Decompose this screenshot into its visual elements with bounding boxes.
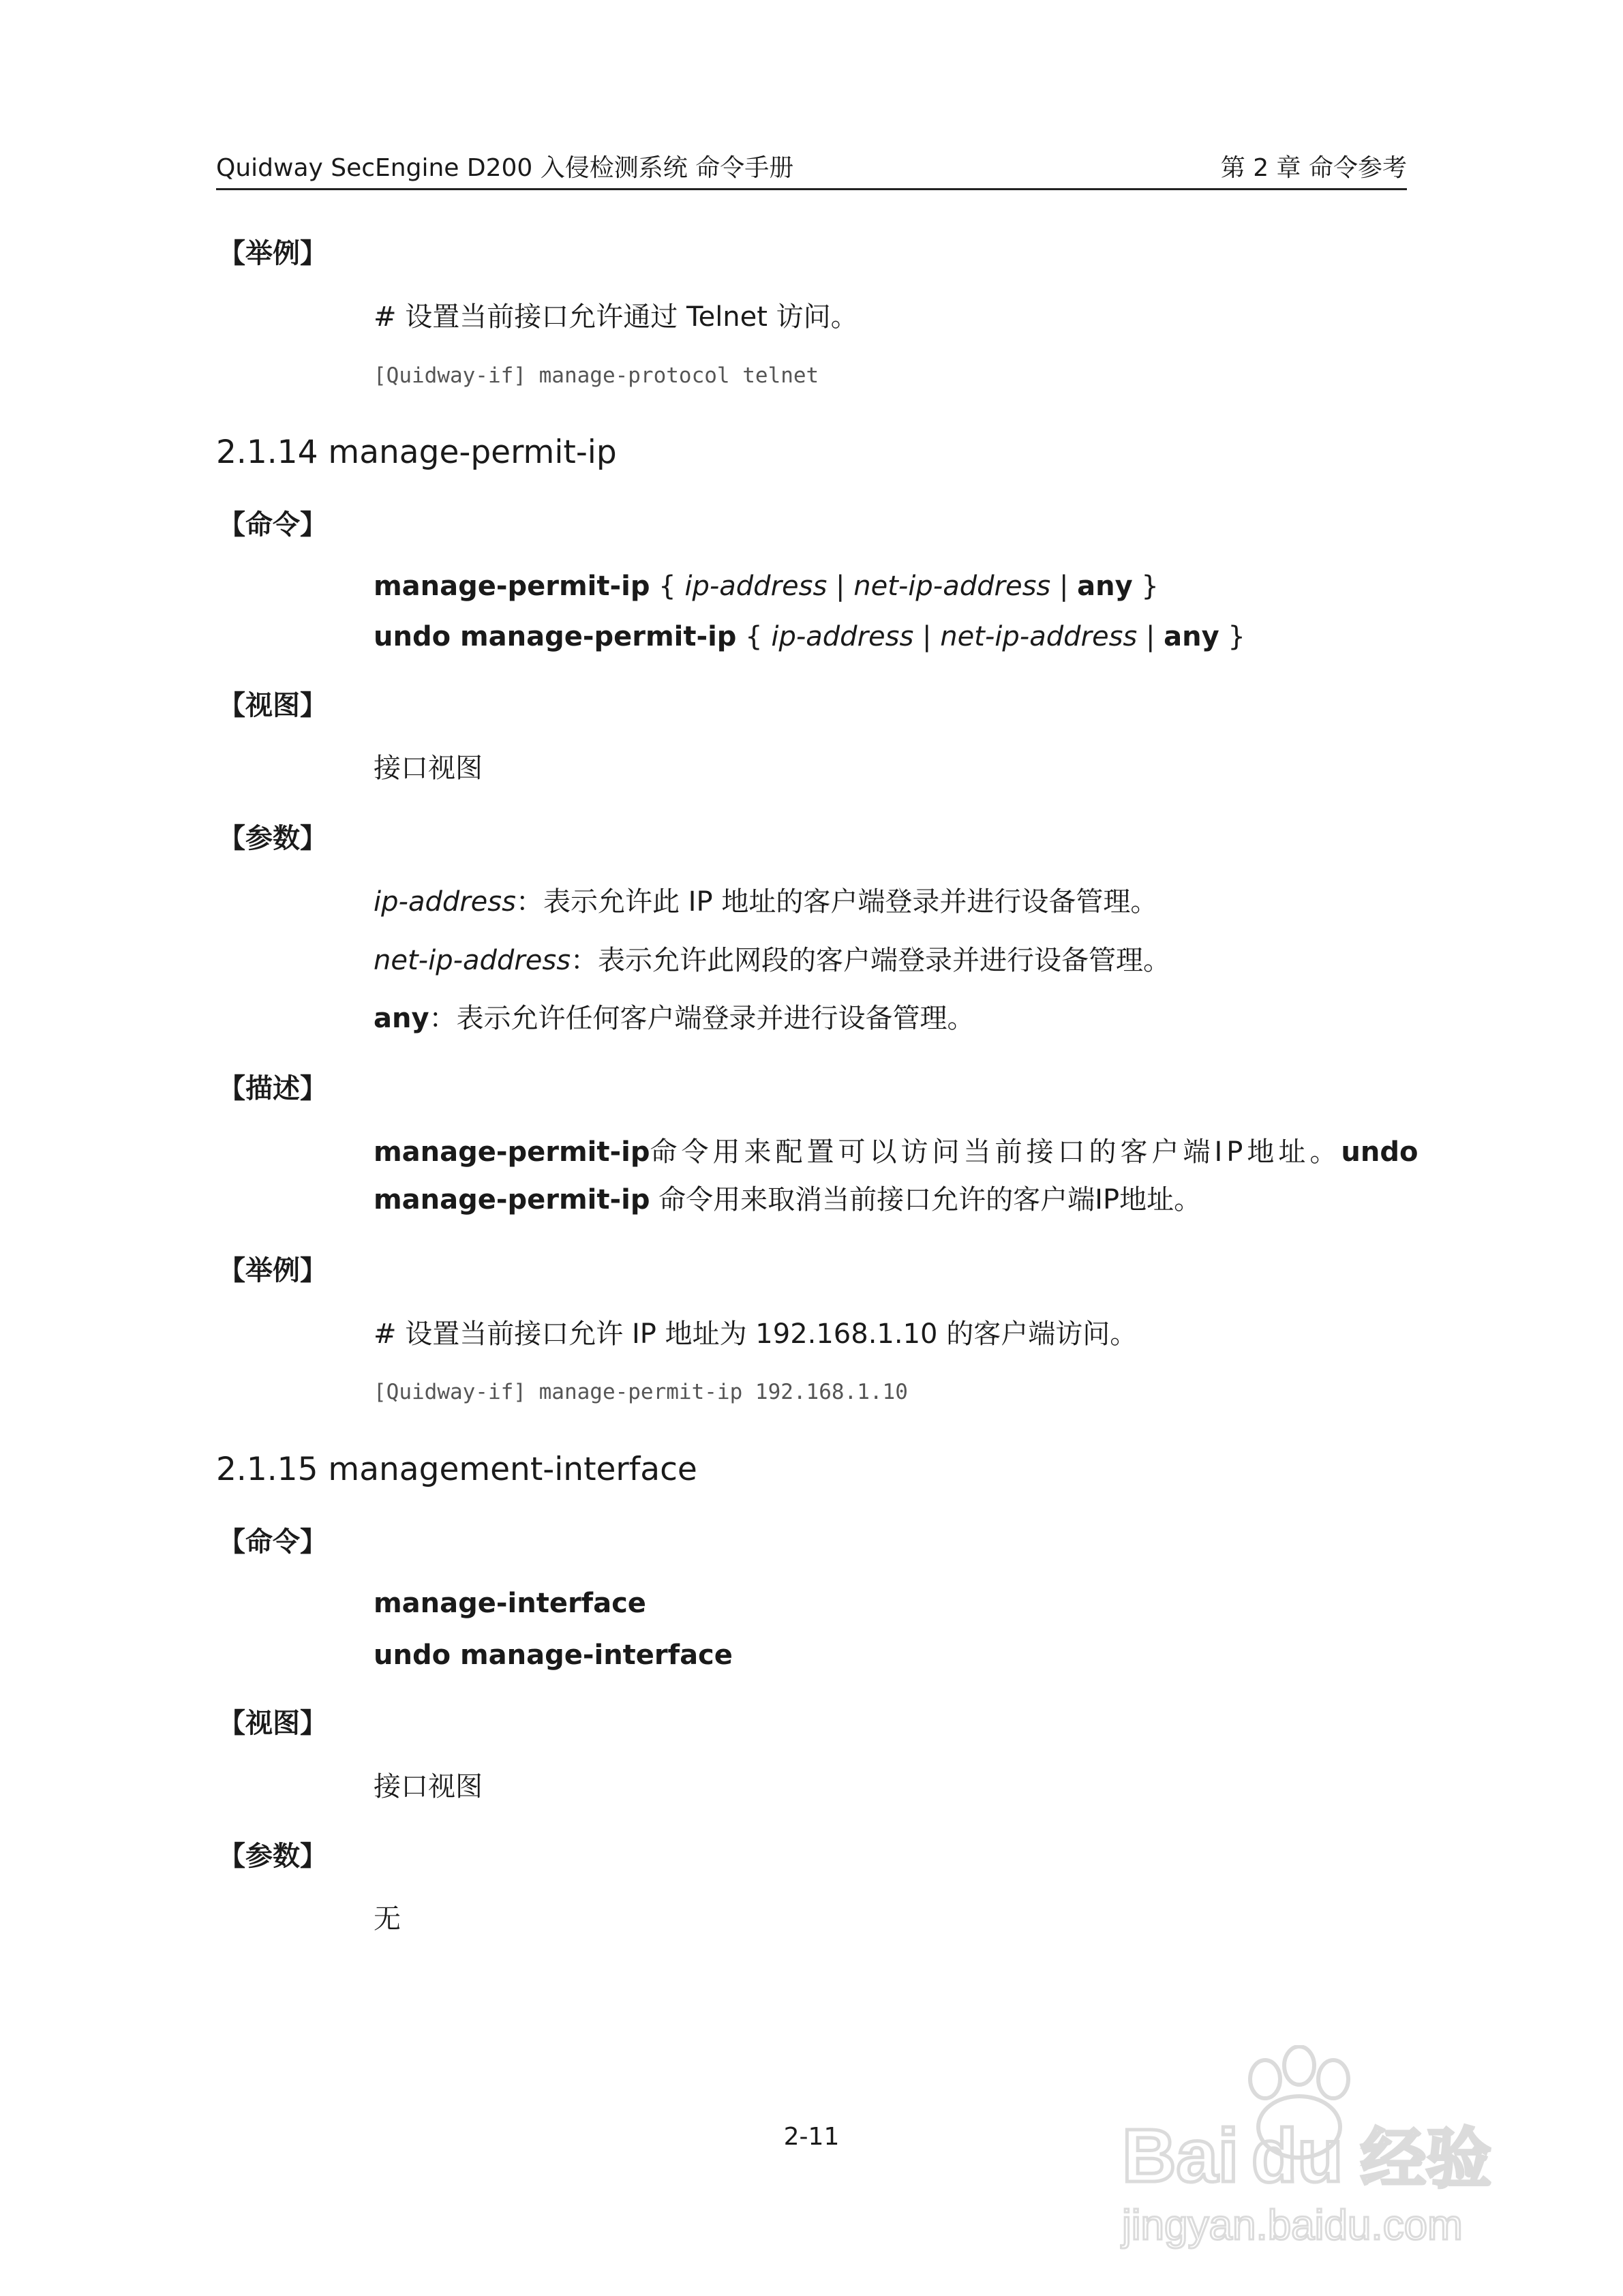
- command-line: manage-interface: [374, 1588, 646, 1619]
- param-name: any: [374, 1003, 429, 1034]
- sep: |: [827, 571, 854, 602]
- command-tag: 【命令】: [218, 1526, 327, 1558]
- desc-keyword: undo manage-permit-ip: [374, 1136, 1419, 1215]
- arg: net-ip-address: [853, 571, 1051, 602]
- desc-sentence: 命令用来配置可以访问当前接口的客户端IP地址。: [650, 1136, 1341, 1168]
- baidu-watermark-logo: [1095, 2045, 1531, 2250]
- desc-text: [374, 1128, 1419, 1224]
- example-code: [Quidway-if] manage-protocol telnet: [374, 363, 819, 388]
- undo-command-line: undo manage-interface: [374, 1640, 733, 1671]
- sep: |: [913, 621, 941, 652]
- desc-tag: 【描述】: [218, 1073, 327, 1104]
- arg: ip-address: [771, 621, 914, 652]
- param-name: ip-address: [374, 886, 516, 918]
- command-keyword: manage-permit-ip: [374, 571, 650, 602]
- brace: }: [1132, 571, 1159, 602]
- arg: net-ip-address: [940, 621, 1138, 652]
- param-desc: ：表示允许此网段的客户端登录并进行设备管理。: [571, 945, 1171, 976]
- section-title: 2.1.15 management-interface: [216, 1451, 697, 1488]
- view-text: 接口视图: [374, 753, 483, 784]
- example-tag: 【举例】: [218, 1255, 327, 1286]
- param-desc: ：表示允许此 IP 地址的客户端登录并进行设备管理。: [515, 886, 1158, 918]
- command-line: [374, 567, 1159, 605]
- example-tag: 【举例】: [218, 238, 327, 269]
- params-tag: 【参数】: [218, 1841, 327, 1872]
- watermark-url-text: jingyan.baidu.com: [1122, 2202, 1463, 2249]
- header-chapter: 第 2 章 命令参考: [1220, 154, 1407, 182]
- params-text: 无: [374, 1903, 401, 1935]
- svg-text:du: du: [1252, 2114, 1344, 2198]
- undo-command-line: [374, 618, 1245, 656]
- command-keyword: undo manage-permit-ip: [374, 621, 737, 652]
- desc-sentence: 命令用来取消当前接口允许的客户端IP地址。: [650, 1184, 1202, 1215]
- brace: {: [736, 621, 772, 652]
- page-number: 2-11: [783, 2123, 840, 2151]
- view-tag: 【视图】: [218, 1708, 327, 1739]
- param-line: [374, 999, 975, 1038]
- header-rule: [216, 188, 1407, 190]
- section-title: 2.1.14 manage-permit-ip: [216, 434, 617, 471]
- param-line: [374, 941, 1170, 980]
- param-line: [374, 883, 1157, 921]
- arg: any: [1164, 621, 1219, 652]
- params-tag: 【参数】: [218, 823, 327, 854]
- header-title: Quidway SecEngine D200 入侵检测系统 命令手册: [216, 154, 794, 182]
- watermark-brand-text: Bai: [1122, 2114, 1239, 2198]
- view-tag: 【视图】: [218, 690, 327, 721]
- svg-text:经验: 经验: [1361, 2121, 1491, 2197]
- desc-keyword: manage-permit-ip: [374, 1136, 650, 1168]
- param-name: net-ip-address: [374, 945, 571, 976]
- example-text: # 设置当前接口允许 IP 地址为 192.168.1.10 的客户端访问。: [374, 1318, 1138, 1350]
- brace: {: [650, 571, 685, 602]
- command-tag: 【命令】: [218, 509, 327, 541]
- example-text: # 设置当前接口允许通过 Telnet 访问。: [374, 301, 858, 333]
- sep: |: [1050, 571, 1078, 602]
- sep: |: [1137, 621, 1164, 652]
- arg: any: [1077, 571, 1133, 602]
- param-desc: ：表示允许任何客户端登录并进行设备管理。: [429, 1003, 975, 1034]
- view-text: 接口视图: [374, 1771, 483, 1802]
- example-code: [Quidway-if] manage-permit-ip 192.168.1.10: [374, 1380, 908, 1404]
- arg: ip-address: [684, 571, 828, 602]
- brace: }: [1219, 621, 1245, 652]
